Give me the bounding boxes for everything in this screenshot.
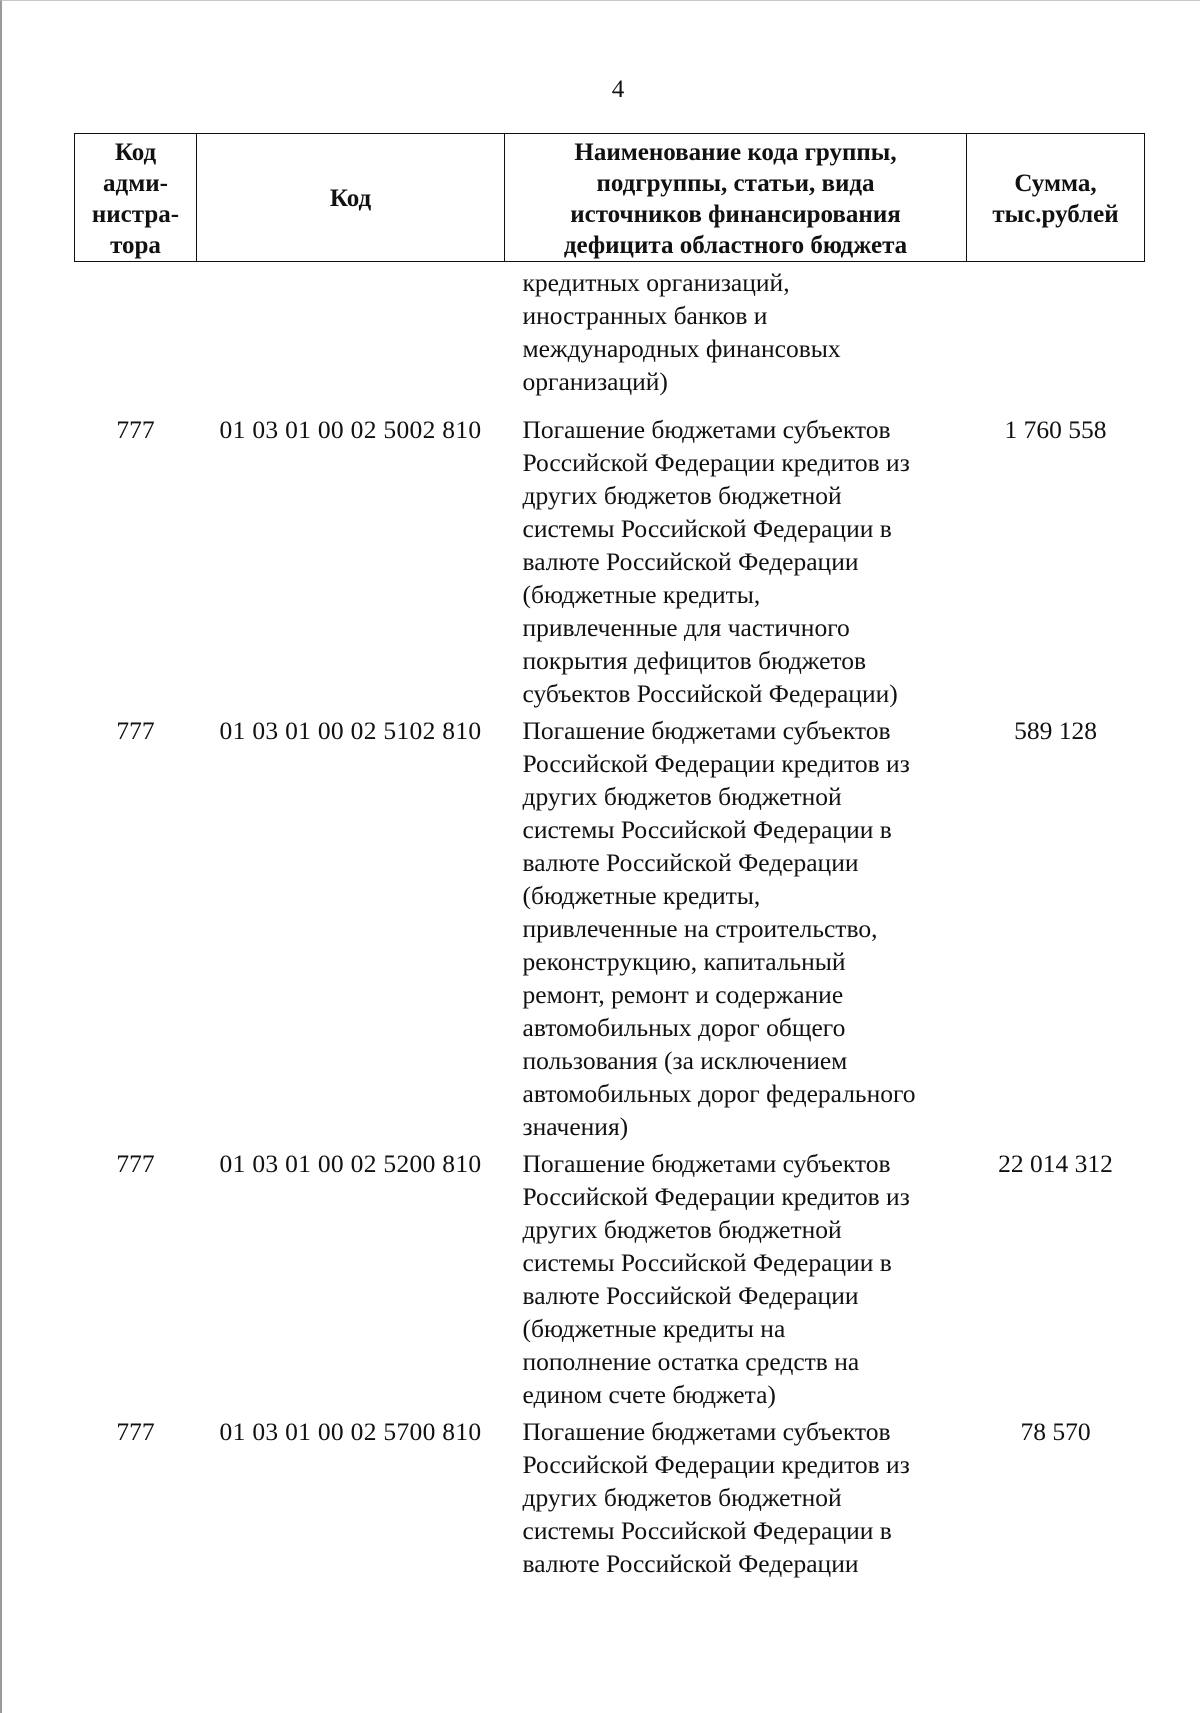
- text-line: (бюджетные кредиты,: [522, 881, 761, 910]
- text-line: покрытия дефицитов бюджетов: [522, 646, 867, 675]
- header-name: [505, 134, 967, 262]
- table-row-continuation: [75, 262, 1145, 414]
- text-line: Погашение бюджетами субъектов: [522, 1149, 891, 1178]
- text-line: системы Российской Федерации в: [522, 1248, 892, 1277]
- cell-code: [197, 262, 505, 414]
- text-line: валюте Российской Федерации: [522, 848, 859, 877]
- cell-amount: 589 128: [1014, 716, 1097, 745]
- text-line: Сумма,: [1014, 169, 1097, 197]
- text-line: Погашение бюджетами субъектов: [522, 1417, 891, 1446]
- text-line: дефицита областного бюджета: [563, 231, 908, 259]
- cell-name: [505, 413, 967, 714]
- cell-name: [505, 262, 967, 414]
- text-line: других бюджетов бюджетной: [522, 1215, 842, 1244]
- text-line: едином счете бюджета): [522, 1380, 776, 1409]
- table-row: [75, 413, 1145, 714]
- text-line: пополнение остатка средств на: [522, 1347, 860, 1376]
- text-line: Российской Федерации кредитов из: [522, 448, 910, 477]
- text-line: реконструкцию, капитальный: [522, 947, 846, 976]
- cell-code: 01 03 01 00 02 5102 810: [219, 716, 482, 745]
- table-header-row: [75, 134, 1145, 262]
- text-line: пользования (за исключением: [522, 1046, 848, 1075]
- text-line: других бюджетов бюджетной: [522, 481, 842, 510]
- text-line: привлеченные на строительство,: [522, 914, 878, 943]
- text-line: нистра-: [91, 200, 180, 228]
- cell-code: 01 03 01 00 02 5700 810: [219, 1417, 482, 1446]
- text-line: источников финансирования: [570, 200, 901, 228]
- text-line: иностранных банков и: [522, 301, 768, 330]
- table-row: [75, 714, 1145, 1147]
- text-line: ремонт, ремонт и содержание: [522, 980, 844, 1009]
- cell-code: 01 03 01 00 02 5200 810: [219, 1149, 482, 1178]
- text-line: других бюджетов бюджетной: [522, 1483, 842, 1512]
- cell-amount: 22 014 312: [998, 1149, 1113, 1178]
- text-line: автомобильных дорог федерального: [522, 1079, 916, 1108]
- text-line: значения): [522, 1112, 629, 1141]
- text-line: (бюджетные кредиты,: [522, 580, 761, 609]
- text-line: Российской Федерации кредитов из: [522, 1450, 910, 1479]
- cell-amount: [967, 262, 1145, 414]
- text-line: валюте Российской Федерации: [522, 1281, 859, 1310]
- text-line: Код: [114, 138, 157, 166]
- sources-financing-table: [74, 133, 1145, 1580]
- cell-name: [505, 1147, 967, 1415]
- cell-admin-code: 777: [116, 716, 155, 745]
- text-line: тора: [110, 231, 161, 259]
- text-line: субъектов Российской Федерации): [522, 679, 898, 708]
- cell-code: 01 03 01 00 02 5002 810: [219, 415, 482, 444]
- text-line: системы Российской Федерации в: [522, 514, 892, 543]
- cell-amount: 78 570: [1020, 1417, 1091, 1446]
- cell-name: [505, 714, 967, 1147]
- text-line: системы Российской Федерации в: [522, 815, 892, 844]
- text-line: адми-: [103, 169, 168, 197]
- table-row: [75, 1147, 1145, 1415]
- text-line: валюте Российской Федерации: [522, 547, 859, 576]
- text-line: (бюджетные кредиты на: [522, 1314, 786, 1343]
- text-line: других бюджетов бюджетной: [522, 782, 842, 811]
- text-line: Код: [329, 185, 372, 212]
- text-line: тыс.рублей: [992, 200, 1119, 228]
- cell-admin-code: 777: [116, 1149, 155, 1178]
- text-line: кредитных организаций,: [522, 268, 790, 297]
- page-number: 4: [611, 76, 625, 103]
- header-amount: [967, 134, 1145, 262]
- text-line: подгруппы, статьи, вида: [596, 169, 875, 197]
- text-line: привлеченные для частичного: [522, 613, 850, 642]
- text-line: международных финансовых: [522, 334, 841, 363]
- header-admin-code: [75, 134, 197, 262]
- text-line: Наименование кода группы,: [574, 138, 897, 166]
- text-line: системы Российской Федерации в: [522, 1516, 892, 1545]
- text-line: Российской Федерации кредитов из: [522, 1182, 910, 1211]
- cell-admin-code: [75, 262, 197, 414]
- text-line: автомобильных дорог общего: [522, 1013, 846, 1042]
- cell-amount: 1 760 558: [1004, 415, 1107, 444]
- text-line: Погашение бюджетами субъектов: [522, 415, 891, 444]
- header-code: [197, 134, 505, 262]
- table-row: [75, 1415, 1145, 1580]
- text-line: Погашение бюджетами субъектов: [522, 716, 891, 745]
- cell-name: [505, 1415, 967, 1580]
- cell-admin-code: 777: [116, 1417, 155, 1446]
- cell-admin-code: 777: [116, 415, 155, 444]
- text-line: организаций): [522, 367, 668, 396]
- text-line: Российской Федерации кредитов из: [522, 749, 910, 778]
- text-line: валюте Российской Федерации: [522, 1549, 859, 1578]
